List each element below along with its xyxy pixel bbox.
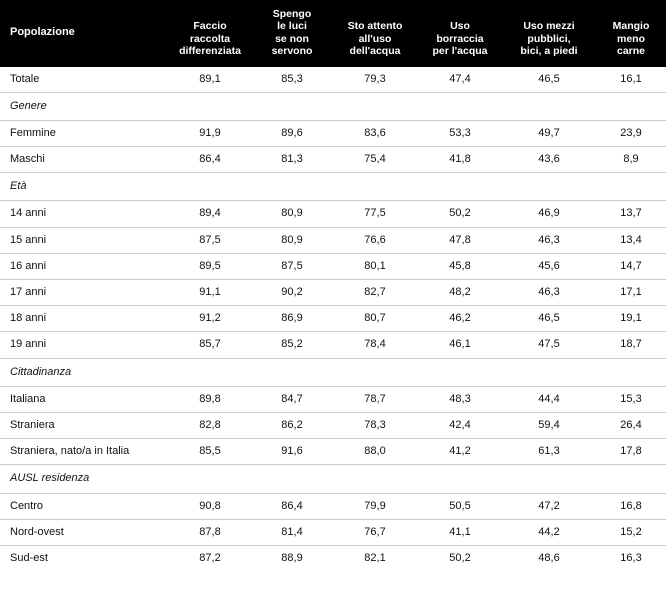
table-cell: 23,9 <box>596 120 666 146</box>
table-cell: 75,4 <box>332 147 418 173</box>
header-line: Uso <box>450 20 470 33</box>
table-cell: 85,3 <box>252 67 332 93</box>
group-label: Età <box>0 173 168 201</box>
table-cell: 47,4 <box>418 67 502 93</box>
column-header-mezzi <box>502 0 596 67</box>
table-row <box>0 67 666 93</box>
table-cell: 46,5 <box>502 67 596 93</box>
table-cell: 8,9 <box>596 147 666 173</box>
column-header-acqua <box>332 0 418 67</box>
table-cell: 82,1 <box>364 551 386 564</box>
table-cell: 14,7 <box>596 253 666 279</box>
table-row <box>0 253 666 279</box>
row-label: 16 anni <box>0 253 168 279</box>
table-cell: 86,4 <box>168 147 252 173</box>
table-cell: 82,8 <box>168 412 252 438</box>
table-cell: 15,2 <box>596 519 666 545</box>
table-cell: 86,2 <box>252 412 332 438</box>
table-group-row <box>0 358 666 386</box>
table-row <box>0 147 666 173</box>
table-cell: 41,1 <box>418 519 502 545</box>
table-cell: 81,4 <box>252 519 332 545</box>
header-line: Uso mezzi <box>523 20 575 33</box>
header-line: raccolta <box>189 32 231 45</box>
header-line: all'uso <box>358 32 392 45</box>
group-spacer <box>168 173 666 201</box>
column-header-borraccia <box>418 0 502 67</box>
table-cell: 89,8 <box>168 386 252 412</box>
table-cell: 19,1 <box>596 306 666 332</box>
table-group-row <box>0 92 666 120</box>
table-row <box>0 545 666 571</box>
table-cell: 61,3 <box>502 439 596 465</box>
header-line: pubblici, <box>527 32 571 45</box>
table-cell: 44,4 <box>502 386 596 412</box>
table-cell: 79,9 <box>332 493 418 519</box>
table-cell: 87,2 <box>199 551 221 564</box>
table-cell: 48,2 <box>418 280 502 306</box>
table-cell: 89,1 <box>168 67 252 93</box>
column-header-popolazione <box>0 0 168 67</box>
table-cell: 87,8 <box>168 519 252 545</box>
table-row <box>0 280 666 306</box>
row-label: Maschi <box>0 147 168 173</box>
group-label: Cittadinanza <box>0 358 168 386</box>
table-cell: 47,5 <box>502 332 596 358</box>
table-cell: 50,2 <box>418 201 502 227</box>
table-row <box>0 306 666 332</box>
group-spacer <box>168 465 666 493</box>
table-cell: 81,3 <box>252 147 332 173</box>
header-line: Faccio <box>193 20 227 33</box>
table-header-row <box>0 0 666 67</box>
table-cell: 76,7 <box>332 519 418 545</box>
header-line: bici, a piedi <box>520 45 578 58</box>
table-cell: 53,3 <box>418 120 502 146</box>
table-row <box>0 120 666 146</box>
table-cell: 46,3 <box>502 227 596 253</box>
header-line: servono <box>271 45 313 58</box>
table-cell: 45,6 <box>502 253 596 279</box>
table-cell: 90,8 <box>168 493 252 519</box>
table-cell: 87,5 <box>168 227 252 253</box>
table-cell: 17,8 <box>596 439 666 465</box>
table-cell: 85,2 <box>252 332 332 358</box>
group-label: Genere <box>0 92 168 120</box>
table-cell: 16,8 <box>596 493 666 519</box>
header-line: Popolazione <box>10 26 75 39</box>
table-group-row <box>0 465 666 493</box>
table-cell: 47,2 <box>502 493 596 519</box>
table-cell: 44,2 <box>502 519 596 545</box>
header-line: Mangio <box>612 20 650 33</box>
table-cell: 78,3 <box>332 412 418 438</box>
group-label: AUSL residenza <box>0 465 168 493</box>
table-cell: 88,9 <box>281 551 303 564</box>
table-cell: 48,6 <box>538 551 560 564</box>
table-cell: 85,7 <box>168 332 252 358</box>
table-cell: 26,4 <box>596 412 666 438</box>
table-row <box>0 227 666 253</box>
table-cell: 77,5 <box>332 201 418 227</box>
row-label: Straniera, nato/a in Italia <box>0 439 168 465</box>
table-cell: 50,2 <box>449 551 471 564</box>
header-line: differenziata <box>179 45 241 58</box>
row-label: Sud-est <box>10 551 48 564</box>
table-cell: 89,4 <box>168 201 252 227</box>
table-cell: 86,9 <box>252 306 332 332</box>
column-header-raccolta <box>168 0 252 67</box>
table-cell: 80,1 <box>332 253 418 279</box>
table-cell: 76,6 <box>332 227 418 253</box>
table-row <box>0 439 666 465</box>
table-cell: 89,5 <box>168 253 252 279</box>
table-cell: 88,0 <box>332 439 418 465</box>
table-cell: 91,6 <box>252 439 332 465</box>
column-header-carne <box>596 0 666 67</box>
header-line: borraccia <box>436 32 484 45</box>
table-cell: 91,2 <box>168 306 252 332</box>
header-line: Sto attento <box>347 20 403 33</box>
table-cell: 47,8 <box>418 227 502 253</box>
table-cell: 46,3 <box>502 280 596 306</box>
row-label: Femmine <box>0 120 168 146</box>
table-cell: 91,1 <box>168 280 252 306</box>
table-cell: 83,6 <box>332 120 418 146</box>
header-line: se non <box>275 32 309 45</box>
table-group-row <box>0 173 666 201</box>
table-cell: 46,1 <box>418 332 502 358</box>
table-cell: 48,3 <box>418 386 502 412</box>
table-cell: 86,4 <box>252 493 332 519</box>
group-spacer <box>168 92 666 120</box>
header-line: dell'acqua <box>349 45 401 58</box>
table-cell: 16,1 <box>596 67 666 93</box>
table-cell: 79,3 <box>332 67 418 93</box>
table-cell: 87,5 <box>252 253 332 279</box>
table-row <box>0 201 666 227</box>
row-label: Centro <box>0 493 168 519</box>
header-line: le luci <box>277 20 307 33</box>
table-cell: 42,4 <box>418 412 502 438</box>
table-row <box>0 519 666 545</box>
table-cell: 45,8 <box>418 253 502 279</box>
group-spacer <box>168 358 666 386</box>
table-cell: 59,4 <box>502 412 596 438</box>
row-label: Italiana <box>0 386 168 412</box>
table-cell: 17,1 <box>596 280 666 306</box>
table-cell: 80,9 <box>252 227 332 253</box>
row-label: 15 anni <box>0 227 168 253</box>
header-line: Spengo <box>272 8 312 20</box>
table-cell: 15,3 <box>596 386 666 412</box>
row-label: 14 anni <box>0 201 168 227</box>
table-cell: 41,2 <box>418 439 502 465</box>
table-cell: 90,2 <box>252 280 332 306</box>
table-row <box>0 332 666 358</box>
table-body <box>0 67 666 572</box>
table-cell: 16,3 <box>620 551 642 564</box>
table-cell: 80,7 <box>332 306 418 332</box>
table-cell: 13,7 <box>596 201 666 227</box>
table-cell: 41,8 <box>418 147 502 173</box>
table-cell: 46,9 <box>502 201 596 227</box>
table-cell: 78,7 <box>332 386 418 412</box>
table-cell: 85,5 <box>168 439 252 465</box>
row-label: Totale <box>0 67 168 93</box>
table-cell: 84,7 <box>252 386 332 412</box>
row-label: Straniera <box>0 412 168 438</box>
row-label: 19 anni <box>0 332 168 358</box>
row-label: 17 anni <box>0 280 168 306</box>
row-label: Nord-ovest <box>0 519 168 545</box>
row-label: 18 anni <box>0 306 168 332</box>
table-cell: 13,4 <box>596 227 666 253</box>
header-line: per l'acqua <box>432 45 488 58</box>
table-cell: 80,9 <box>252 201 332 227</box>
table-cell: 43,6 <box>502 147 596 173</box>
table-row <box>0 412 666 438</box>
table-cell: 82,7 <box>332 280 418 306</box>
table-row <box>0 386 666 412</box>
table-cell: 46,2 <box>418 306 502 332</box>
table-row <box>0 493 666 519</box>
table-cell: 78,4 <box>332 332 418 358</box>
header-line: meno <box>616 32 645 45</box>
table-cell: 18,7 <box>596 332 666 358</box>
column-header-luci <box>252 0 332 67</box>
table-cell: 46,5 <box>502 306 596 332</box>
table-cell: 49,7 <box>502 120 596 146</box>
table-cell: 91,9 <box>168 120 252 146</box>
table-cell: 89,6 <box>252 120 332 146</box>
header-line: carne <box>616 45 646 58</box>
table-cell: 50,5 <box>418 493 502 519</box>
table-head <box>0 0 666 67</box>
